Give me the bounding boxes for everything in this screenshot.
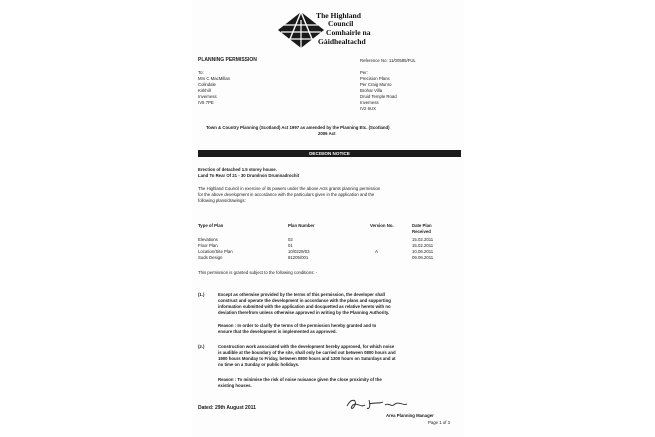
table-cell: 01 (288, 243, 293, 248)
table-header-date-sub: Received (412, 229, 431, 234)
reference-number: Reference No: 11/00585/FUL (360, 58, 416, 63)
table-cell: 15.02.2011 (412, 237, 434, 242)
condition-line: is audible at the boundary of the site, shall only be carried out between 0800 hours and (218, 350, 396, 355)
page-title: PLANNING PERMISSION (198, 57, 257, 63)
act-heading-line-1: Town & Country Planning (Scotland) Act 1997 as amended by the Planning Etc. (Scotland) (206, 125, 390, 130)
condition-reason-line: Reason : To minimise the risk of noise nuisance given the close proximity of the (218, 377, 382, 382)
dated-line: Dated: 29th August 2011 (198, 405, 256, 411)
table-cell: 15.02.2011 (412, 243, 434, 248)
signature-icon (345, 396, 409, 412)
table-cell: 81205/001 (288, 255, 309, 260)
condition-reason-line: Reason : In order to clarify the terms of the permission hereby granted and to (218, 323, 377, 328)
table-header-type: Type of Plan (198, 223, 224, 228)
table-header-date: Date Plan (412, 223, 432, 228)
table-cell: 10/0229/03 (288, 249, 310, 254)
condition-line: Except as otherwise provided by the terms of this permission, the developer shall (218, 292, 385, 297)
logo-line-3: Comhairle na (326, 28, 371, 37)
logo-line-1: The Highland (316, 11, 361, 20)
condition-line: information submitted with the application and docquetted as relative hereto with no (218, 304, 391, 309)
to-line: IV5 7PE (198, 100, 214, 105)
table-cell: 02 (288, 237, 293, 242)
intro-line: The Highland Council in exercise of its powers under the above Acts grants planning permission (198, 186, 381, 191)
table-cell: Floor Plan (198, 243, 218, 248)
per-line: Per Craig Munro (360, 82, 392, 87)
condition-line: construct and operate the development in accordance with the plans and supporting (218, 298, 391, 303)
per-line: Precision Plans (360, 76, 390, 81)
logo-line-2: Council (328, 19, 354, 28)
signatory-title: Area Planning Manager (386, 413, 434, 418)
to-label: To: (198, 70, 204, 75)
to-line: Inverness (198, 94, 217, 99)
act-heading-line-2: 2006 Act (318, 131, 336, 136)
page-number: Page 1 of 3 (428, 420, 450, 425)
decision-notice-title: DECISION NOTICE (309, 151, 350, 156)
intro-line: following plans/drawings: (198, 198, 246, 203)
conditions-intro: This permission is granted subject to the following conditions: - (198, 270, 318, 275)
to-line: Colindale (198, 82, 216, 87)
table-header-version: Version No. (370, 223, 394, 228)
per-line: Brohar Villa (360, 88, 383, 93)
condition-number: (2.) (198, 344, 205, 349)
per-label: Per: (360, 70, 368, 75)
per-line: Druid Temple Road (360, 94, 397, 99)
table-header-number: Plan Number (288, 223, 315, 228)
decision-notice-bar (198, 150, 461, 157)
condition-reason-line: ensure that the development is implemented as approved. (218, 329, 337, 334)
table-cell: A (375, 249, 378, 254)
condition-line: 1900 hours Monday to Friday, between 0800 hours and 1300 hours on Saturdays and at (218, 356, 396, 361)
to-line: Kirkhill (198, 88, 211, 93)
table-cell: Location/Site Plan (198, 249, 233, 254)
per-line: Inverness (360, 100, 379, 105)
table-cell: 09.06.2011 (412, 255, 434, 260)
proposal-address: Land To Rear Of 21 - 30 Drumlnon Drumnadrochit (198, 173, 300, 178)
to-line: Mrs C MacMillan (198, 76, 230, 81)
document-page (192, 0, 464, 437)
condition-line: deviation therefrom unless otherwise approved in writing by the Planning Authority. (218, 310, 390, 315)
table-cell: 10.06.2011 (412, 249, 434, 254)
condition-reason-line: existing houses. (218, 383, 252, 388)
per-line: IV2 6UX (360, 106, 377, 111)
table-cell: Suds Design (198, 255, 223, 260)
condition-line: Construction work associated with the development hereby approved, for which noise (218, 344, 395, 349)
proposal-description: Erection of detached 1.5 storey house. (198, 167, 277, 172)
intro-line: for the above development in accordance with the particulars given in the application and the (198, 192, 375, 197)
logo-line-4: Gàidhealtachd (318, 37, 366, 46)
condition-number: (1.) (198, 292, 205, 297)
table-cell: Elevations (198, 237, 218, 242)
condition-line: no time on a Sunday or public holidays. (218, 362, 300, 367)
